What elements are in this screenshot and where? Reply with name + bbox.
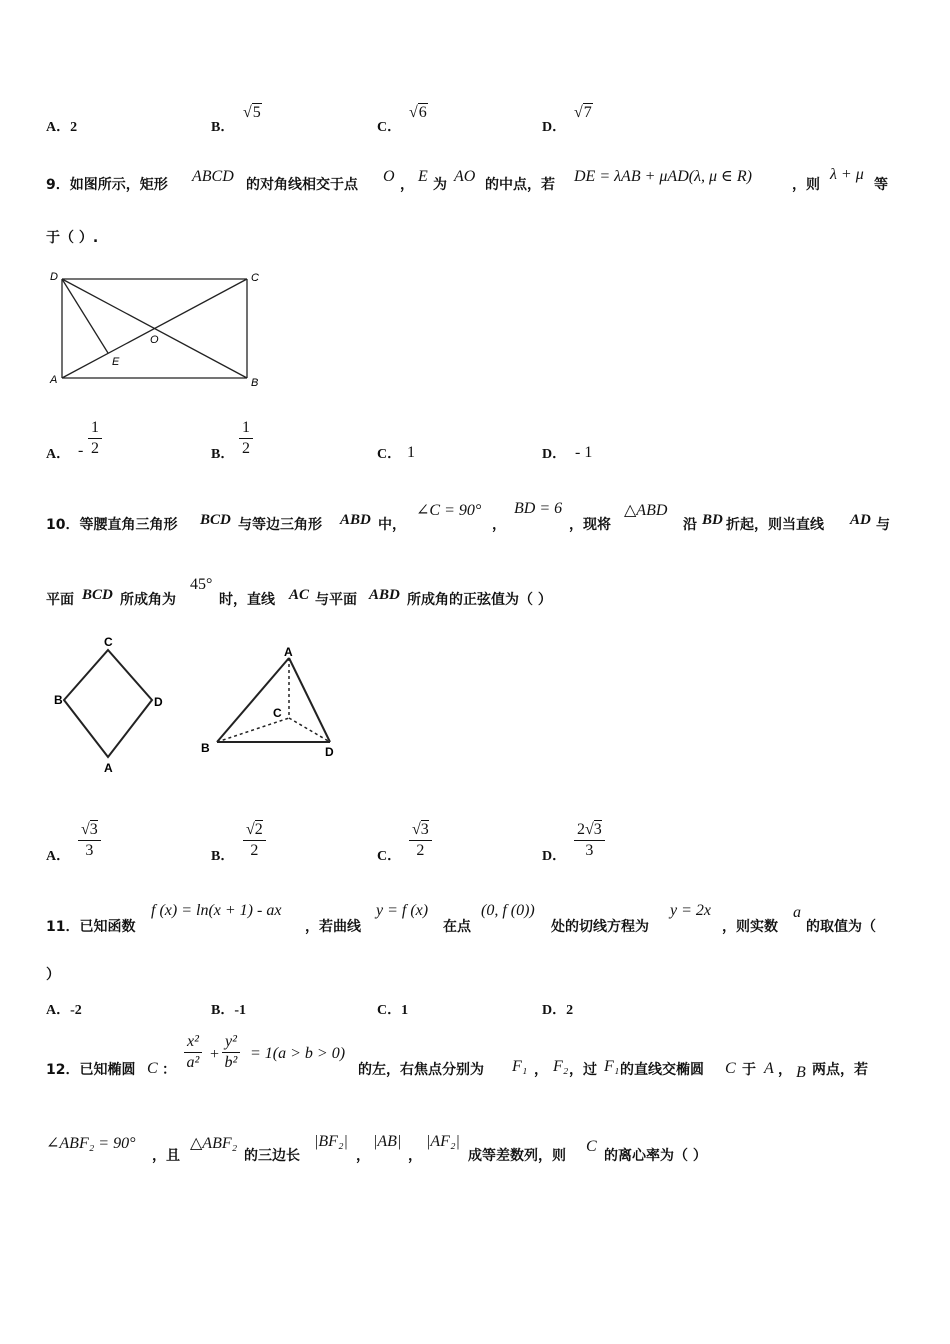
- q9-option-a-fraction: [88, 418, 102, 459]
- q12-fraction-x: [184, 1032, 202, 1073]
- denominator: 2: [91, 440, 99, 457]
- q9-math-e: E: [418, 168, 428, 185]
- q9-text-4: 为: [433, 177, 447, 193]
- q10-math-abd: ABD: [340, 512, 371, 528]
- q10-text-4: ，: [492, 517, 506, 533]
- numerator: 2√3: [574, 820, 605, 841]
- q9-stem: [46, 174, 168, 194]
- q12-math-f1: F₁: [512, 1058, 528, 1075]
- label-d: D: [325, 745, 334, 759]
- q9-math-ao: AO: [454, 168, 476, 185]
- q10-text-7: 折起，则当直线: [726, 517, 824, 533]
- q9-text-6: ，则: [792, 177, 820, 193]
- option-value: 1: [401, 1003, 409, 1018]
- label-a: A: [104, 761, 113, 775]
- q10-figure-tetrahedron: [195, 640, 345, 765]
- q10-text-8: 与: [876, 517, 890, 533]
- q11-math-a: a: [793, 904, 801, 921]
- numerator: √3: [409, 820, 432, 841]
- q10-line2-text-5: 所成角的正弦值为（ ）: [407, 592, 552, 608]
- numerator: 1: [88, 418, 102, 439]
- label-c: C: [273, 706, 282, 720]
- square-bcda: [64, 650, 152, 757]
- q12-line2-text-6: 的离心率为（ ）: [604, 1148, 707, 1164]
- q9-option-b-fraction: [239, 418, 253, 459]
- q8-option-c: [377, 116, 401, 136]
- q9-rectangle-figure: [44, 265, 274, 390]
- numerator: √3: [78, 820, 101, 841]
- radicand: 3: [89, 821, 98, 838]
- q11-option-c: [377, 999, 408, 1019]
- q11-math-tangent: y = 2x: [670, 902, 711, 919]
- option-label: B．: [211, 120, 235, 135]
- text: 如图所示，矩形: [69, 177, 168, 193]
- q9-text-3: ，: [400, 177, 414, 193]
- q12-text-5: ，过: [569, 1062, 597, 1078]
- option-label: C．: [377, 1003, 402, 1018]
- q12-math-c-2: C: [725, 1060, 736, 1077]
- numerator: x²: [184, 1032, 202, 1053]
- q9-option-a-sign: -: [78, 442, 84, 459]
- q12-line2-text-5: 成等差数列，则: [468, 1148, 566, 1164]
- q11-text-5: ，则实数: [722, 919, 778, 935]
- q9-text-2: 的对角线相交于点: [246, 177, 358, 193]
- question-number: 12．: [46, 1062, 80, 1078]
- denominator: 3: [585, 842, 594, 859]
- option-label: D．: [542, 1003, 567, 1018]
- q12-line2-math-ab: |AB|: [373, 1133, 402, 1150]
- option-value: 2: [70, 120, 78, 135]
- radicand: 2: [254, 821, 263, 838]
- denominator: 3: [85, 842, 94, 859]
- q10-option-a-fraction: [78, 820, 101, 861]
- option-label: B．: [211, 1003, 235, 1018]
- edge-ad: [289, 658, 330, 742]
- q10-line2-text-2: 所成角为: [120, 592, 176, 608]
- radicand: 5: [252, 104, 261, 121]
- option-label: A．: [46, 120, 71, 135]
- q12-math-b: B: [796, 1064, 806, 1081]
- q9-text-7: 等: [874, 177, 888, 193]
- denominator: 2: [242, 440, 250, 457]
- q12-line2-math-bf2: |BF₂|: [314, 1133, 348, 1150]
- q9-math-abcd: ABCD: [192, 168, 234, 185]
- q10-line2-math-abd: ABD: [369, 587, 400, 603]
- q10-stem: [46, 514, 177, 534]
- q12-line2-text-3: ，: [356, 1148, 370, 1164]
- option-value: -1: [234, 1003, 247, 1018]
- q10-text-2: 与等边三角形: [238, 517, 322, 533]
- label-e: E: [112, 356, 120, 368]
- q12-math-f2: F₂: [553, 1058, 569, 1075]
- q10-option-d-fraction: [574, 820, 605, 861]
- q12-text-3: 的左，右焦点分别为: [358, 1062, 484, 1078]
- label-a: A: [284, 645, 293, 659]
- q10-line2-text-3: 时，直线: [219, 592, 275, 608]
- q8-option-c-value: √6: [409, 104, 427, 121]
- q9-option-d-value: - 1: [575, 444, 593, 461]
- q9-math-o: O: [383, 168, 395, 185]
- q12-text-4: ，: [534, 1062, 548, 1078]
- q12-text-9: 两点，若: [812, 1062, 868, 1078]
- numerator: 1: [239, 418, 253, 439]
- q12-math-f1-2: F₁: [604, 1058, 620, 1075]
- q11-option-a: [46, 999, 82, 1019]
- coefficient: 2: [577, 821, 585, 838]
- option-label: A．: [46, 1003, 71, 1018]
- q11-math-function: f (x) = ln(x + 1) - ax: [151, 902, 282, 919]
- q12-line2-math-af2: |AF₂|: [426, 1133, 460, 1150]
- q10-line2-text-4: 与平面: [315, 592, 357, 608]
- q10-option-c-label: C．: [377, 849, 402, 864]
- q10-option-d-label: D．: [542, 849, 567, 864]
- label-d: D: [154, 695, 163, 709]
- label-b: B: [54, 693, 63, 707]
- q11-stem-line2: ）: [46, 967, 60, 983]
- q12-line2-text-1: ，且: [152, 1148, 180, 1164]
- q12-ellipse-rhs: = 1(a > b > 0): [250, 1045, 346, 1062]
- label-o: O: [150, 334, 159, 346]
- q11-stem: [46, 916, 135, 936]
- label-b: B: [201, 741, 210, 755]
- q9-option-c-value: 1: [407, 444, 415, 461]
- q10-math-triangle-abd: △ABD: [624, 502, 668, 519]
- q10-text-5: ，现将: [569, 517, 611, 533]
- q10-math-ad: AD: [850, 512, 871, 528]
- q10-line2-math-ac: AC: [289, 587, 310, 603]
- label-c: C: [104, 635, 113, 649]
- label-a: A: [50, 374, 58, 386]
- option-label: D．: [542, 120, 567, 135]
- q12-plus: +: [210, 1046, 220, 1063]
- q9-option-d-label: D．: [542, 447, 567, 462]
- q12-text-2: ：: [162, 1062, 176, 1078]
- q12-fraction-y: [222, 1032, 240, 1073]
- question-number: 9．: [46, 177, 70, 193]
- q12-stem: [46, 1059, 135, 1079]
- text: 等腰直角三角形: [79, 517, 178, 533]
- q8-option-b-value: √5: [243, 104, 261, 121]
- q9-math-vector-eq: DE = λAB + μAD(λ, μ ∈ R): [574, 168, 752, 185]
- q11-math-curve: y = f (x): [376, 902, 429, 919]
- option-label: C．: [377, 120, 402, 135]
- q11-text-2: ，若曲线: [305, 919, 361, 935]
- q12-text-7: 于: [742, 1062, 756, 1078]
- question-number: 10．: [46, 517, 80, 533]
- q9-option-c-label: C．: [377, 447, 402, 462]
- denominator: 2: [416, 842, 425, 859]
- radicand: 3: [593, 821, 602, 838]
- q10-math-bd: BD = 6: [514, 500, 563, 517]
- numerator: √2: [243, 820, 266, 841]
- q12-text-8: ，: [778, 1062, 792, 1078]
- denominator: a²: [186, 1054, 200, 1071]
- q8-option-a: [46, 116, 77, 136]
- q10-option-b-label: B．: [211, 849, 235, 864]
- q9-math-sum: λ + μ: [830, 166, 864, 183]
- q10-option-b-fraction: [243, 820, 266, 861]
- q8-option-b: [211, 116, 234, 136]
- q11-text-6: 的取值为（: [806, 919, 876, 935]
- q10-math-bcd: BCD: [200, 512, 231, 528]
- q10-math-angle-c: ∠C = 90°: [416, 502, 482, 519]
- q8-option-d-value: √7: [574, 104, 592, 121]
- q11-option-b: [211, 999, 246, 1019]
- q10-math-bd-2: BD: [702, 512, 723, 528]
- radicand: 6: [418, 104, 427, 121]
- q9-text-5: 的中点，若: [485, 177, 555, 193]
- text: 已知椭圆: [79, 1062, 136, 1078]
- q11-text-4: 处的切线方程为: [551, 919, 649, 935]
- denominator: b²: [224, 1054, 238, 1071]
- option-value: -2: [70, 1003, 82, 1018]
- q12-line2-math-angle: ∠ABF₂ = 90°: [46, 1135, 136, 1152]
- radicand: 3: [420, 821, 429, 838]
- q10-line2-math-45deg: 45°: [190, 576, 213, 593]
- q8-option-d: [542, 116, 566, 136]
- q10-figure-square: [50, 632, 170, 777]
- q11-text-3: 在点: [443, 919, 471, 935]
- label-b: B: [251, 377, 259, 389]
- q12-line2-math-triangle: △ABF₂: [190, 1135, 238, 1152]
- q10-line2-math-bcd: BCD: [82, 587, 113, 603]
- q12-line2-text-4: ，: [408, 1148, 422, 1164]
- segment-de: [62, 279, 108, 353]
- q11-option-d: [542, 999, 573, 1019]
- q10-line2-text-1: 平面: [46, 592, 74, 608]
- denominator: 2: [250, 842, 259, 859]
- q11-math-point: (0, f (0)): [481, 902, 535, 919]
- numerator: y²: [222, 1032, 240, 1053]
- q12-math-a: A: [764, 1060, 774, 1077]
- option-value: 2: [566, 1003, 574, 1018]
- q12-line2-math-c: C: [586, 1138, 597, 1155]
- q10-text-3: 中，: [378, 517, 406, 533]
- q10-text-6: 沿: [683, 517, 697, 533]
- label-d: D: [50, 271, 58, 283]
- q12-line2-text-2: 的三边长: [244, 1148, 300, 1164]
- q10-option-a-label: A．: [46, 849, 71, 864]
- q12-math-c: C: [147, 1060, 158, 1077]
- question-number: 11．: [46, 919, 80, 935]
- q10-option-c-fraction: [409, 820, 432, 861]
- text: 已知函数: [79, 919, 136, 935]
- q9-option-a-label: A．: [46, 447, 71, 462]
- q9-stem-line2: 于（ ）.: [46, 230, 99, 246]
- q9-option-b-label: B．: [211, 447, 235, 462]
- q12-text-6: 的直线交椭圆: [620, 1062, 704, 1078]
- label-c: C: [251, 272, 259, 284]
- radicand: 7: [583, 104, 592, 121]
